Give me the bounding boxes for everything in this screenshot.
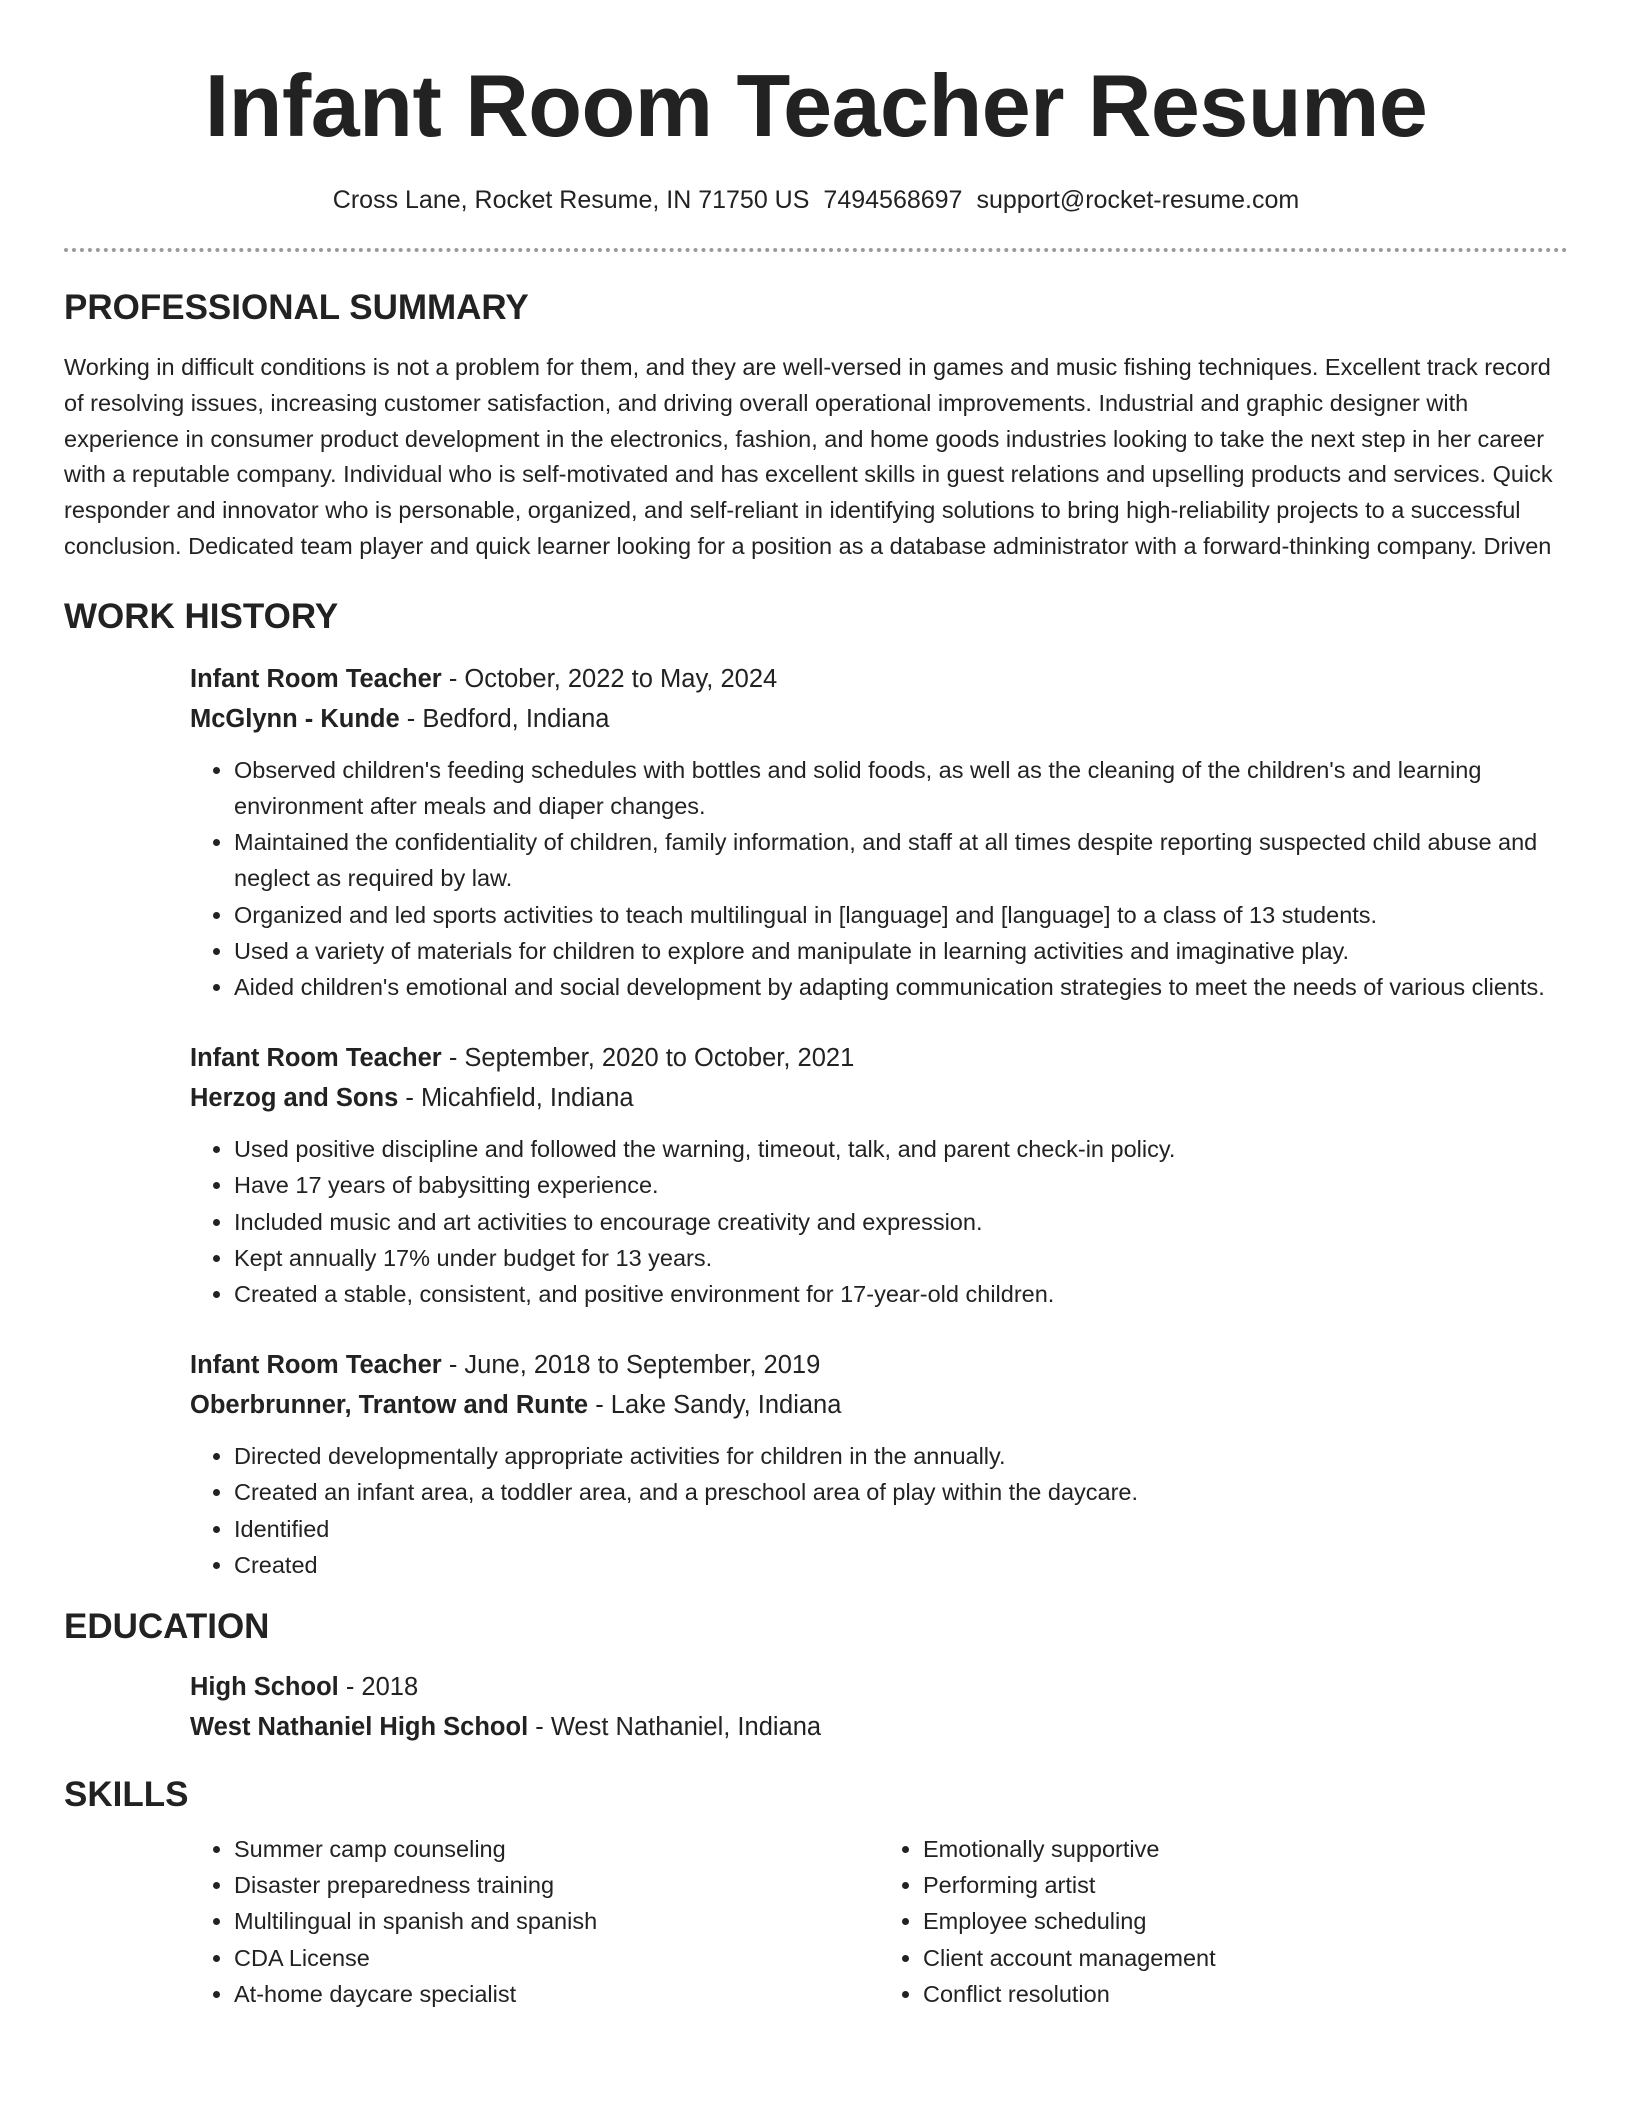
- summary-heading: PROFESSIONAL SUMMARY: [64, 288, 529, 327]
- skill-item: • Disaster preparedness training: [234, 1867, 879, 1903]
- page-title: Infant Room Teacher Resume: [204, 56, 1428, 155]
- skill-item: • Multilingual in spanish and spanish: [234, 1903, 879, 1939]
- job-dates: - September, 2020 to October, 2021: [441, 1044, 855, 1073]
- job-bullets: [190, 1438, 1568, 1583]
- skills-heading: SKILLS: [64, 1775, 189, 1815]
- job-title-line: [190, 1345, 1568, 1385]
- list-item: • Created an infant area, a toddler area, and a preschool area of play within the daycare.: [234, 1474, 1568, 1510]
- job-company-line: [190, 699, 1568, 739]
- list-item: • Created: [234, 1547, 1568, 1583]
- resume-page: [64, 0, 1568, 2012]
- list-item: • Identified: [234, 1511, 1568, 1547]
- skill-item: • CDA License: [234, 1940, 879, 1976]
- list-item: • Maintained the confidentiality of children, family information, and staff at all times despite reporting suspected child abuse and neglect as required by law.: [234, 824, 1568, 896]
- job-entry: [190, 1038, 1568, 1312]
- job-company-line: [190, 1385, 1568, 1425]
- list-item: • Observed children's feeding schedules with bottles and solid foods, as well as the cleaning of the children's and learning environment after meals and diaper changes.: [234, 752, 1568, 824]
- header-divider: [64, 248, 1568, 252]
- education-degree-line: [190, 1667, 1568, 1707]
- education-degree: High School: [190, 1673, 339, 1702]
- list-item: • Used positive discipline and followed the warning, timeout, talk, and parent check-in policy.: [234, 1131, 1568, 1167]
- skills-list-right: [879, 1831, 1568, 2012]
- education-school: West Nathaniel High School: [190, 1713, 529, 1742]
- skills-list-left: [190, 1831, 879, 2012]
- list-item: • Created a stable, consistent, and positive environment for 17-year-old children.: [234, 1276, 1568, 1312]
- contact-line: [64, 182, 1568, 218]
- list-item: • Directed developmentally appropriate activities for children in the annually.: [234, 1438, 1568, 1474]
- skill-item: • Employee scheduling: [923, 1903, 1568, 1939]
- job-location: - Lake Sandy, Indiana: [588, 1391, 842, 1420]
- education-year: - 2018: [338, 1673, 419, 1702]
- skill-item: • Conflict resolution: [923, 1976, 1568, 2012]
- skill-item: • Emotionally supportive: [923, 1831, 1568, 1867]
- skills-columns: [190, 1831, 1568, 2012]
- list-item: • Included music and art activities to encourage creativity and expression.: [234, 1204, 1568, 1240]
- education-school-line: [190, 1707, 1568, 1747]
- job-title: Infant Room Teacher: [190, 1351, 442, 1380]
- skill-item: • Performing artist: [923, 1867, 1568, 1903]
- list-item: • Organized and led sports activities to teach multilingual in [language] and [language] to a class of 13 students.: [234, 897, 1568, 933]
- job-location: - Bedford, Indiana: [399, 704, 610, 733]
- job-company: Oberbrunner, Trantow and Runte: [190, 1391, 589, 1420]
- job-title-line: [190, 659, 1568, 699]
- job-bullets: [190, 752, 1568, 1005]
- summary-text: Working in difficult conditions is not a problem for them, and they are well-versed in games and music fishing techniques. Excellent track record of resolving issues, increasing customer satisfaction, and driving overall operational improvements. Industrial and graphic designer with experience in consumer product development in the electronics, fashion, and home goods industries looking to take the next step in her career with a reputable company. Individual who is self-motivated and has excellent skills in guest relations and upselling products and services. Quick responder and innovator who is personable, organized, and self-reliant in identifying solutions to bring high-reliability projects to a successful conclusion. Dedicated team player and quick learner looking for a position as a database administrator with a forward-thinking company. Driven: [64, 354, 1553, 559]
- contact-phone: 7494568697: [823, 186, 963, 214]
- job-dates: - October, 2022 to May, 2024: [441, 664, 778, 693]
- list-item: • Aided children's emotional and social development by adapting communication strategies to meet the needs of various clients.: [234, 969, 1568, 1005]
- job-company-line: [190, 1078, 1568, 1118]
- skill-item: • At-home daycare specialist: [234, 1976, 879, 2012]
- job-company: McGlynn - Kunde: [190, 704, 400, 733]
- job-dates: - June, 2018 to September, 2019: [441, 1351, 821, 1380]
- work-history-heading: WORK HISTORY: [64, 596, 339, 636]
- job-title: Infant Room Teacher: [190, 664, 442, 693]
- list-item: • Used a variety of materials for children to explore and manipulate in learning activities and imaginative play.: [234, 933, 1568, 969]
- job-entry: [190, 659, 1568, 1005]
- education-heading: EDUCATION: [64, 1607, 270, 1647]
- list-item: • Have 17 years of babysitting experience.: [234, 1167, 1568, 1203]
- skill-item: • Summer camp counseling: [234, 1831, 879, 1867]
- job-title-line: [190, 1038, 1568, 1078]
- job-location: - Micahfield, Indiana: [398, 1084, 634, 1113]
- contact-email: support@rocket-resume.com: [976, 186, 1300, 214]
- list-item: • Kept annually 17% under budget for 13 years.: [234, 1240, 1568, 1276]
- job-bullets: [190, 1131, 1568, 1312]
- skill-item: • Client account management: [923, 1940, 1568, 1976]
- job-title: Infant Room Teacher: [190, 1044, 442, 1073]
- job-entry: [190, 1345, 1568, 1583]
- job-company: Herzog and Sons: [190, 1084, 399, 1113]
- education-location: - West Nathaniel, Indiana: [528, 1713, 822, 1742]
- education-entry: [190, 1667, 1568, 1747]
- contact-address: Cross Lane, Rocket Resume, IN 71750 US: [332, 186, 810, 214]
